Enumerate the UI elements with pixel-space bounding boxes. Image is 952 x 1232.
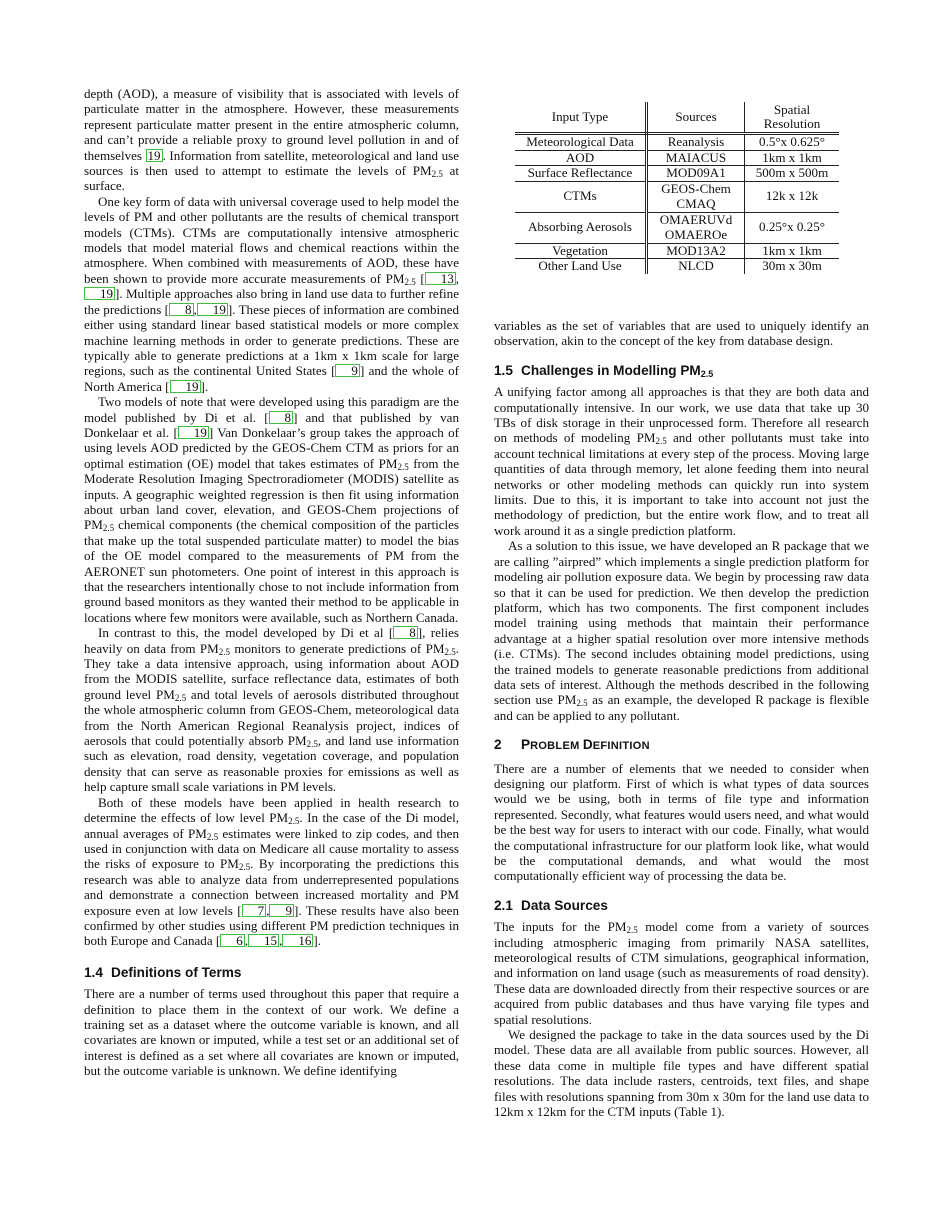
table-header-resolution: Spatial Resolution — [745, 102, 840, 134]
citation-link[interactable]: 19 — [84, 287, 115, 300]
left-column — [84, 86, 459, 1079]
paragraph-problem: There are a number of elements that we needed to consider when designing our platform. First of which is what types of data sources would we be using, both in terms of file type and information represented. Secondly, what features would users need, and what would be the best way for users to interact with our code. Finally, what would the computational infrastructure for our platform look like, what would be the computational demands, and what would the most computationally efficient way of processing the data be. — [494, 760, 869, 884]
table-cell: Absorbing Aerosols — [515, 212, 647, 243]
table-cell: 1km x 1km — [745, 150, 840, 166]
paragraph-airpred: As a solution to this issue, we have developed an R package that we are calling ”airpred” which implements a single prediction platform for modeling air pollution exposure data. We begin by processing raw data so that it can be used for prediction. We then develop the prediction platform, which has two components. The first component includes model training using methods that maintain their performance advantage at a higher spatial resolution over more intensive methods (i.e. CTMs). The second includes obtaining model predictions, using the trained models to generate reasonable predictions from additional data sets of interest. Although the methods described in the following section use $PM_{2.5}$ as an example, the developed R package is flexible and can be applied to any pollutant. — [494, 538, 869, 723]
paragraph-aod: depth (AOD), a measure of visibility that is associated with levels of particulate matter in the atmosphere. However, these measurements represent particulate matter present in the entire atmospheric column, and can’t provide a reliable proxy to ground level pollution in and of themselves 19 . Information from satellite, meteorological and land use sources is then used to attempt to estimate the levels of $PM_{2.5}$ at surface. — [84, 86, 459, 194]
citation-link[interactable]: 19 — [147, 147, 161, 163]
table-cell: 500m x 500m — [745, 166, 840, 182]
table-cell: 0.5°x 0.625° — [745, 134, 840, 151]
citation-link[interactable]: 8 — [269, 411, 294, 424]
section-heading-1-4: 1.4 Definitions of Terms — [84, 964, 242, 980]
section-heading-2-1: 2.1 Data Sources — [494, 897, 608, 913]
paragraph-designed: We designed the package to take in the data sources used by the Di model. These data are all available from public sources. However, all these data come in multiple file types and have different spatial resolutions. The data include rasters, centroids, text files, and shape files with resolutions spanning from 30m x 30m for the land use data to 12km x 12km for the CTM inputs (Table 1). — [494, 1027, 869, 1120]
table-cell: Other Land Use — [515, 259, 647, 274]
table-cell: Surface Reflectance — [515, 166, 647, 182]
table-cell: 1km x 1km — [745, 243, 840, 259]
table-cell: MOD13A2 — [647, 243, 745, 259]
citation-link[interactable]: 9 — [335, 364, 360, 377]
citation-link[interactable]: 9 — [269, 904, 294, 917]
citation-link[interactable]: 8 — [169, 303, 194, 316]
citation-link[interactable]: 7 — [242, 904, 267, 917]
table-cell: 12k x 12k — [745, 181, 840, 212]
paragraph-health: Both of these models have been applied in health research to determine the effects of low level $PM_{2.5}$. In the case of the Di model, annual averages of $PM_{2.5}$ estimates were linked to zip codes, and then used in conjunction with data on Medicare all cause mortality to assess the risks of exposure to $PM_{2.5}$. By incorporating the predictions this research was able to analyze data from underrepresented populations and demonstrate a connection between increased mortality and PM exposure even at low levels [ 7 , 9 ]. These results have also been confirmed by other studies using different PM prediction techniques in both Europe and Canada [ 6 , 15 , 16 ]. — [84, 794, 459, 949]
table-cell: Meteorological Data — [515, 134, 647, 151]
paragraph-identifying: variables as the set of variables that are used to uniquely identify an observation, akin to the concept of the key from database design. — [494, 318, 869, 349]
paragraph-challenges: A unifying factor among all approaches is that they are both data and computationally intensive. In our work, we use data that take up 30 TBs of disk storage in their unprocessed form. Therefore all research on methods of modeling $PM_{2.5}$ and other pollutants must take into account technical limitations at every step of the process. Moving large quantities of data through memory, let alone feeding them into neural networks or other modeling methods can quickly run into system limits. Due to this, it is important to take into account not just the methodology of prediction, but the entire work flow, and to treat all work around it as a single prediction platform. — [494, 384, 869, 538]
paragraph-ctm: One key form of data with universal coverage used to help model the levels of PM and other pollutants are the results of chemical transport models (CTMs). CTMs are computationally intensive atmospheric models that model material flows and chemical reactions within the atmosphere. When combined with measurements of AOD, these have been shown to provide more accurate measurements of $PM_{2.5}$ [ 13 ,19 ]. Multiple approaches also bring in land use data to further refine the predictions [ 8 , 19 ]. These pieces of information are combined either using standard linear based statistical models or more complex machine learning methods in order to generate predictions. These are typically able to generate predictions at a 1km x 1km scale for large regions, such as the continental United States [ 9 ] and the whole of North America [ 19 ]. — [84, 193, 460, 394]
citation-link[interactable]: 13 — [425, 272, 456, 285]
table-cell: 0.25°x 0.25° — [745, 212, 840, 243]
table-cell: OMAERUVd OMAEROe — [647, 212, 745, 243]
citation-link[interactable]: 8 — [393, 626, 418, 639]
table-cell: AOD — [515, 150, 647, 166]
data-sources-table — [515, 102, 839, 274]
citation-link[interactable]: 16 — [282, 934, 313, 947]
table-cell: CTMs — [515, 181, 647, 212]
table-cell: Vegetation — [515, 243, 647, 259]
table-cell: Reanalysis — [647, 134, 745, 151]
paragraph-inputs: The inputs for the $PM_{2.5}$ model come from a variety of sources including atmospheric imaging from primarily NASA satellites, meteorological results of CTM simulations, geographical information, and information on land usage (such as measurements of road density). These data are downloaded directly from their respective sources or are acquired from public databases and thus have varying file types and spatial resolutions. — [494, 919, 869, 1027]
table-cell: MAIACUS — [647, 150, 745, 166]
table-cell: MOD09A1 — [647, 166, 745, 182]
right-column — [494, 318, 869, 1120]
table-cell: NLCD — [647, 259, 745, 274]
citation-link[interactable]: 19 — [197, 303, 228, 316]
table-cell: GEOS-Chem CMAQ — [647, 181, 745, 212]
citation-link[interactable]: 15 — [248, 934, 279, 947]
table-header-sources: Sources — [647, 102, 745, 134]
paragraph-definitions: There are a number of terms used throughout this paper that require a definition to place them in the context of our work. We define a training set as a dataset where the outcome variable is known, and all covariates are known or imputed, while a test set or an additional set of interest is defined as a set where all covariates are known or imputed, but the outcome variable is unknown. We define identifying — [84, 986, 459, 1079]
table-header-input-type: Input Type — [515, 102, 647, 134]
citation-link[interactable]: 19 — [170, 380, 201, 393]
paragraph-two-models: Two models of note that were developed using this paradigm are the model published by Di et al. [ 8 ] and that published by van Donkelaar et al. [ 19 ] Van Donkelaar’s group takes the approach of using levels AOD predicted by the GEOS-Chem CTM as priors for an optimal estimation (OE) model that takes estimates of $PM_{2.5}$ from the Moderate Resolution Imaging Spectroradiometer (MODIS) satellite as inputs. A geographic weighted regression is then fit using information about urban land cover, elevation, and GEOS-Chem projections of $PM_{2.5}$ chemical components (the chemical composition of the particles that make up the total suspended particulate matter) to model the bias of the OE model compared to the measurements of PM from the AERONET sun photometers. One point of interest in this approach is that the researchers intentionally chose to not include information from ground based monitors as they wanted their method to be applicable in locations where few monitors were available, such as Northern Canada. — [84, 394, 459, 625]
section-heading-2: 2 PROBLEM DEFINITION — [494, 737, 650, 753]
section-heading-1-5: 1.5 Challenges in Modelling $PM_{2.5}$ — [494, 362, 714, 379]
table-cell: 30m x 30m — [762, 258, 822, 273]
citation-link[interactable]: 19 — [178, 426, 209, 439]
citation-link[interactable]: 6 — [220, 934, 245, 947]
paragraph-di-model: In contrast to this, the model developed by Di et al [ 8 ], relies heavily on data from $PM_{2.5}$ monitors to generate predictions of $PM_{2.5}$. They take a data intensive approach, using information about AOD from the MODIS satellite, surface reflectance data, estimates of both ground level $PM_{2.5}$ and total levels of aerosols distributed throughout the whole atmospheric column from GEOS-Chem, meteorological data from the North American Regional Reanalysis project, indices of aerosols that could potentially absorb $PM_{2.5}$, and land use information such as elevation, road density, vegetation coverage, and population density that can serve as reasonable proxies for emissions as well as help capture small scale variations in PM levels. — [84, 625, 459, 795]
